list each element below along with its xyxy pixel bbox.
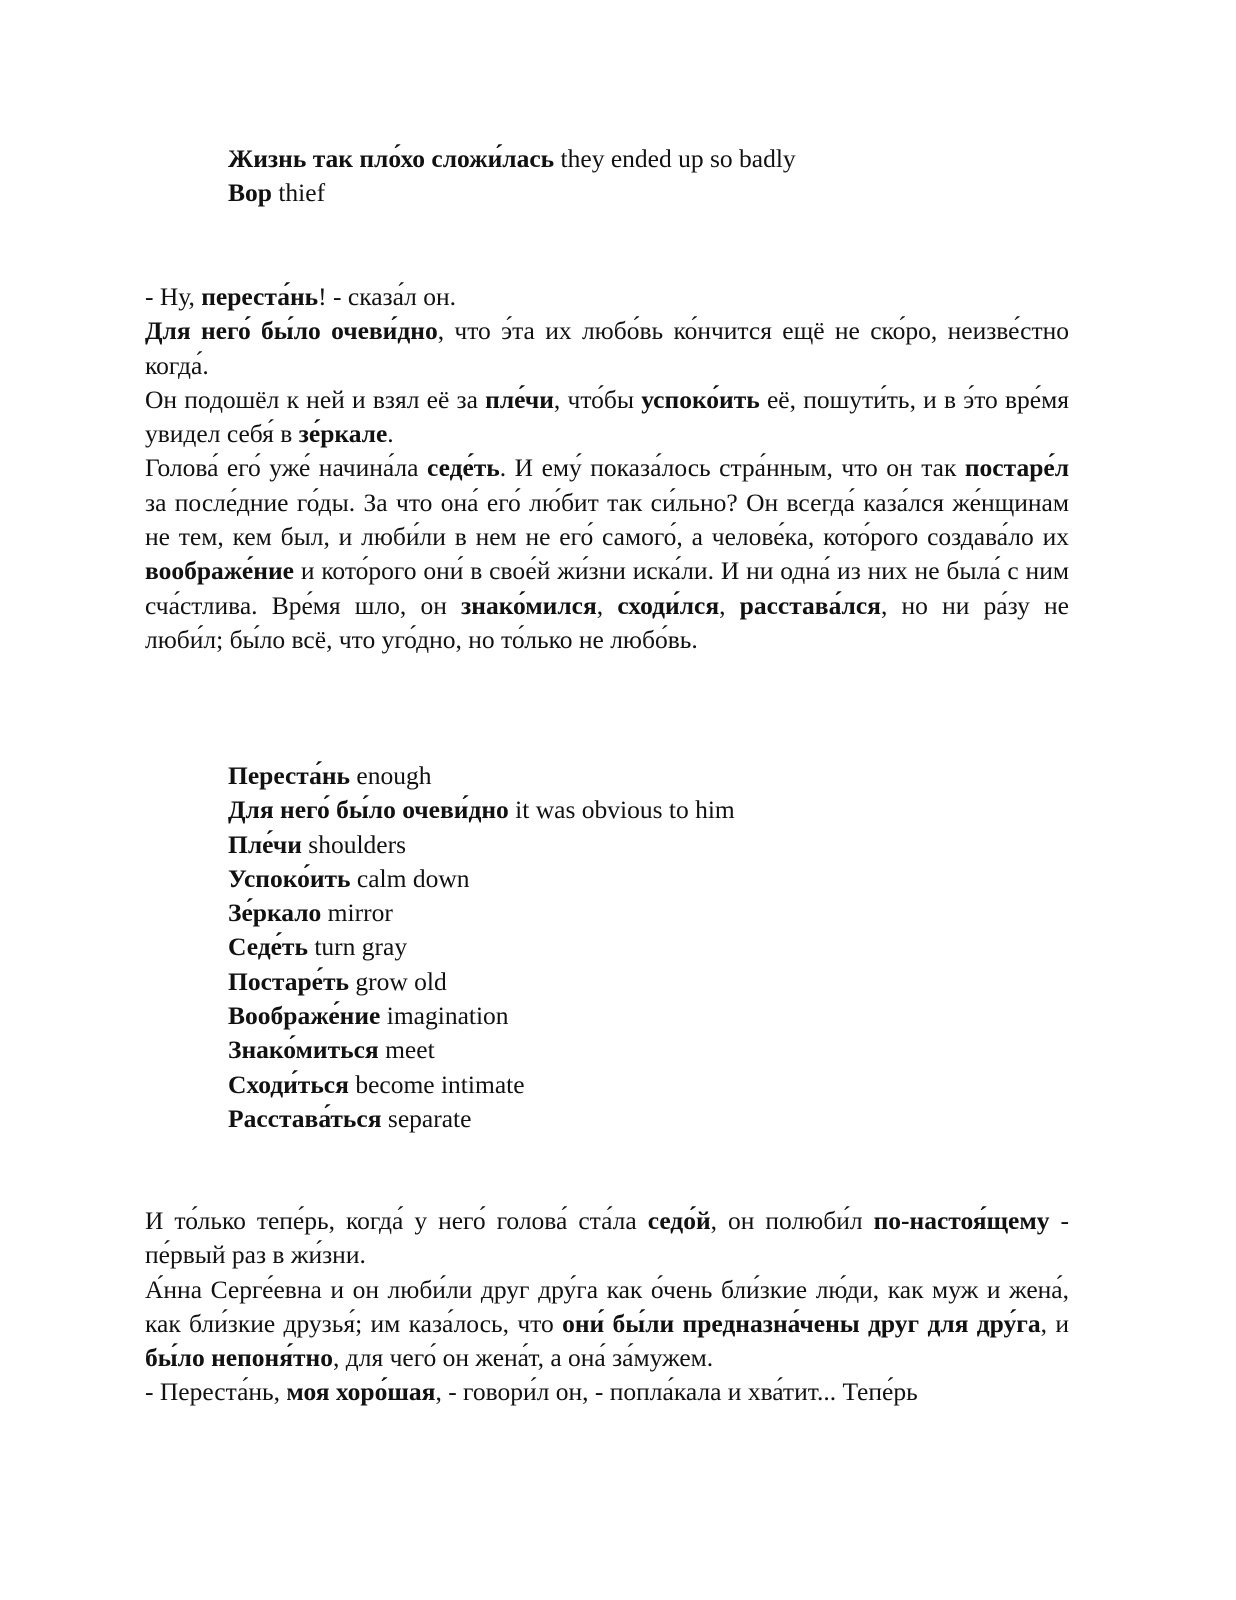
glossary-term: Жизнь так пло́хо сложи́лась [228,144,555,173]
text-run: , что э́та их любо́вь ко́нчится ещё не ско́ро, неизве́стно когда́. [145,316,1069,380]
paragraph [145,1375,1069,1409]
glossary-definition: separate [387,1103,472,1133]
glossary-term: Сходи́ться [228,1069,349,1099]
text-run: за после́дние го́ды. За что она́ его́ лю́бит так си́льно? Он всегда́ каза́лся же́нщинам не тем, кем был, и люби́ли в нем не его́ самого́, а челове́ка, кото́рого создава́ло их [145,487,1069,552]
glossary-entry [228,1102,735,1136]
vocab-term: знако́мился [461,590,597,620]
vocab-term: сходи́лся [617,590,720,620]
text-run: . [387,419,394,449]
text-run: - Ну, [145,282,202,311]
text-run: Он подошёл к ней и взял её за [145,384,486,414]
glossary-definition: mirror [327,898,393,928]
glossary-entry [228,828,735,862]
vocab-term: воображе́ние [145,556,294,586]
text-run: - пе́рвый раз в жи́зни. [145,1206,1069,1270]
vocab-term: Для него́ бы́ло очеви́дно [145,316,438,346]
vocab-term: седо́й [647,1206,711,1235]
text-run: , для чего́ он жена́т, а она́ за́мужем. [333,1343,714,1373]
vocab-term: они́ бы́ли предназна́чены друг для дру́га [562,1308,1041,1338]
glossary-entry [228,793,735,827]
paragraph [145,280,1069,314]
glossary-definition: imagination [386,1001,509,1031]
vocab-term: бы́ло непоня́тно [145,1343,334,1373]
paragraph [145,383,1069,452]
vocab-term: моя хоро́шая [286,1377,436,1407]
glossary-term: Седе́ть [228,932,308,962]
glossary-term: Успоко́ить [228,863,351,893]
vocab-term: зе́ркале [298,419,388,449]
glossary-term: Пле́чи [228,829,302,859]
glossary-term: Знако́миться [228,1035,379,1065]
glossary-entry [228,1068,735,1102]
glossary-mid [228,759,735,1136]
glossary-definition: meet [385,1035,435,1065]
glossary-entry [228,896,735,930]
text-run: А́нна Серге́евна и он люби́ли друг дру́га как о́чень бли́зкие лю́ди, как муж и жена́, как бли́зкие друзья́; им каза́лось, что [145,1274,1069,1338]
vocab-term: постаре́л [964,453,1070,483]
text-run: , [719,590,740,620]
paragraph [145,314,1069,383]
text-run: , но ни ра́зу не люби́л; бы́ло всё, что уго́дно, но то́лько не любо́вь. [145,590,1069,654]
vocab-term: переста́нь [201,282,319,311]
glossary-term: Постаре́ть [228,966,350,996]
paragraph [145,1204,1069,1273]
glossary-definition: become intimate [355,1069,525,1099]
glossary-term: Вор [228,178,272,208]
glossary-definition: thief [278,178,326,208]
passage-1 [145,280,1069,657]
glossary-definition: turn gray [314,932,408,962]
glossary-top [228,142,796,211]
glossary-definition: calm down [356,863,470,893]
glossary-entry [228,176,796,210]
glossary-definition: it was obvious to him [515,795,735,825]
text-run: - Переста́нь, [145,1377,287,1407]
vocab-term: по-настоя́щему [873,1206,1050,1235]
vocab-term: успоко́ить [641,384,760,414]
glossary-entry [228,965,735,999]
glossary-term: Переста́нь [228,761,351,790]
glossary-entry [228,930,735,964]
glossary-definition: they ended up so badly [560,144,796,173]
glossary-term: Зе́ркало [228,898,322,928]
vocab-term: седе́ть [426,453,500,483]
text-run: ! - сказа́л он. [318,282,456,311]
glossary-term: Воображе́ние [228,1001,381,1031]
text-run: . И ему́ показа́лось стра́нным, что он так [499,453,965,483]
paragraph [145,451,1069,657]
glossary-term: Расстава́ться [228,1103,382,1133]
text-run: , он полюби́л [710,1206,874,1235]
glossary-entry [228,142,796,176]
glossary-definition: enough [356,761,432,790]
vocab-term: расстава́лся [739,590,881,620]
text-run: И то́лько тепе́рь, когда́ у него́ голова́ ста́ла [145,1206,648,1235]
text-run: , [596,590,618,620]
glossary-definition: shoulders [308,829,407,859]
passage-2 [145,1204,1069,1410]
glossary-entry [228,759,735,793]
glossary-entry [228,999,735,1033]
text-run: , и [1040,1308,1069,1338]
text-run: , - говори́л он, - попла́кала и хва́тит... Тепе́рь [435,1377,918,1407]
text-run: Голова́ его́ уже́ начина́ла [145,453,427,483]
glossary-entry [228,1033,735,1067]
paragraph [145,1273,1069,1376]
glossary-definition: grow old [355,966,447,996]
glossary-term: Для него́ бы́ло очеви́дно [228,795,509,825]
text-run: её, пошути́ть, и в э́то вре́мя увидел себя́ в [145,384,1069,449]
text-run: и кото́рого они́ в свое́й жи́зни иска́ли. И ни одна́ из них не была́ с ним сча́стлива. Вре́мя шло, он [145,556,1069,620]
vocab-term: пле́чи [485,384,554,414]
text-run: , что́бы [553,384,642,414]
glossary-entry [228,862,735,896]
